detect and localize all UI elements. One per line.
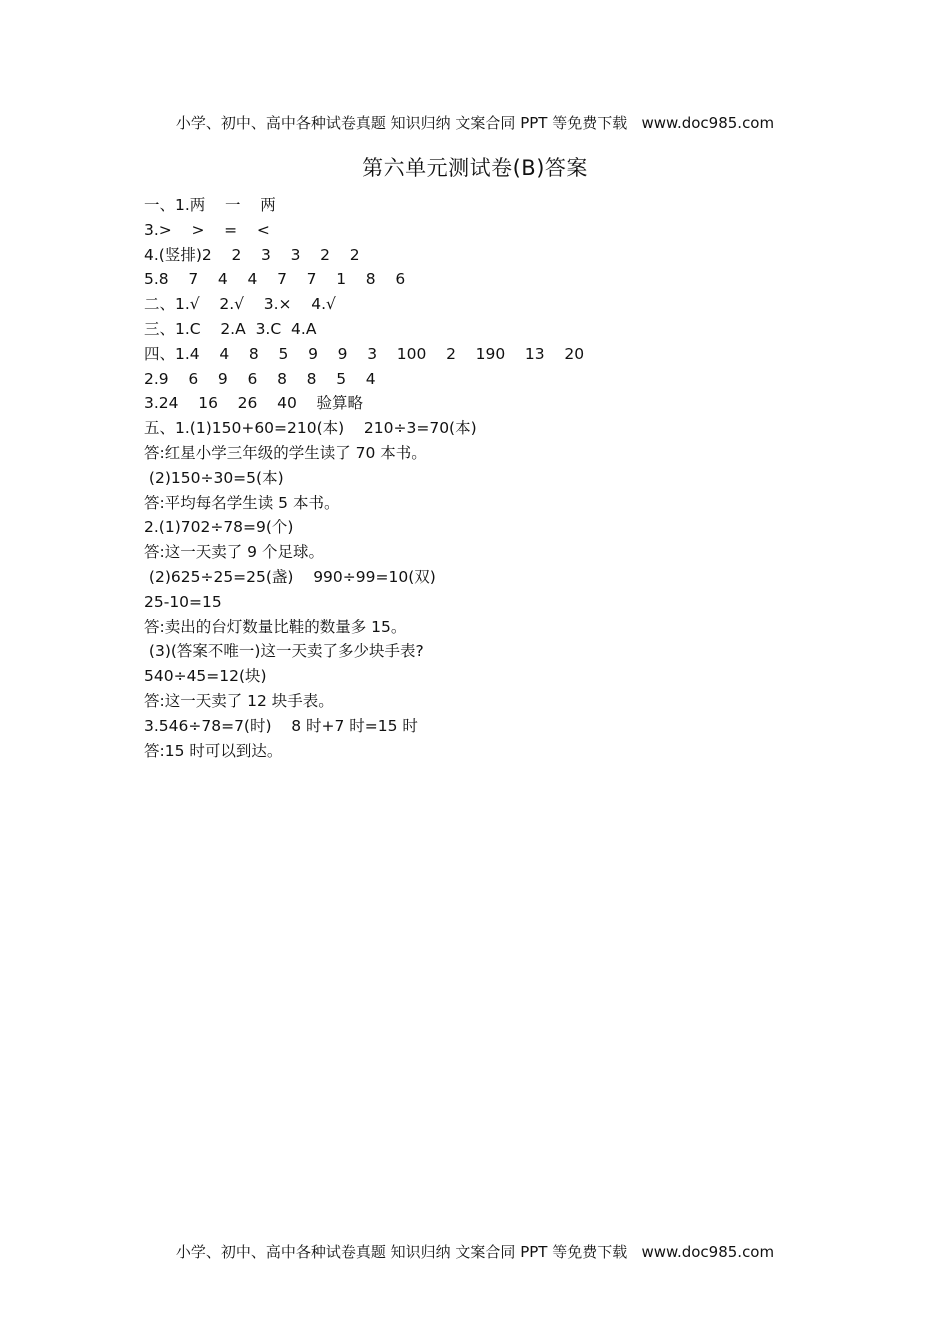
answer-content: [144, 193, 844, 763]
answer-line: 2.9 6 9 6 8 8 5 4: [144, 369, 376, 388]
answer-line: 答:这一天卖了 12 块手表。: [144, 691, 334, 710]
answer-line: 3.546÷78=7(时) 8 时+7 时=15 时: [144, 716, 418, 735]
answer-line: 答:15 时可以到达。: [144, 741, 283, 760]
answer-line: (3)(答案不唯一)这一天卖了多少块手表?: [144, 642, 424, 661]
answer-line: 25-10=15: [144, 592, 222, 611]
answer-line: (2)150÷30=5(本): [144, 468, 284, 487]
answer-line: 4.(竖排)2 2 3 3 2 2: [144, 245, 360, 264]
answer-line: 2.(1)702÷78=9(个): [144, 518, 294, 537]
answer-line: 3.> > = <: [144, 220, 270, 239]
answer-line: 答:卖出的台灯数量比鞋的数量多 15。: [144, 617, 407, 636]
answer-line: 三、1.C 2.A 3.C 4.A: [144, 319, 317, 338]
answer-line: 5.8 7 4 4 7 7 1 8 6: [144, 270, 406, 289]
page-header: 小学、初中、高中各种试卷真题 知识归纳 文案合同 PPT 等免费下载 www.doc985.com: [175, 114, 775, 132]
answer-line: (2)625÷25=25(盏) 990÷99=10(双): [144, 567, 436, 586]
page-footer: 小学、初中、高中各种试卷真题 知识归纳 文案合同 PPT 等免费下载 www.doc985.com: [175, 1243, 775, 1261]
answer-line: 答:平均每名学生读 5 本书。: [144, 493, 340, 512]
answer-line: 五、1.(1)150+60=210(本) 210÷3=70(本): [144, 419, 477, 438]
answer-line: 答:这一天卖了 9 个足球。: [144, 543, 324, 562]
document-title: 第六单元测试卷(B)答案: [362, 156, 588, 180]
answer-line: 3.24 16 26 40 验算略: [144, 394, 364, 413]
answer-line: 二、1.√ 2.√ 3.× 4.√: [144, 295, 336, 314]
answer-line: 一、1.两 一 两: [144, 196, 276, 214]
answer-line: 540÷45=12(块): [144, 667, 267, 686]
answer-line: 四、1.4 4 8 5 9 9 3 100 2 190 13 20: [144, 344, 585, 363]
answer-line: 答:红星小学三年级的学生读了 70 本书。: [144, 443, 427, 462]
